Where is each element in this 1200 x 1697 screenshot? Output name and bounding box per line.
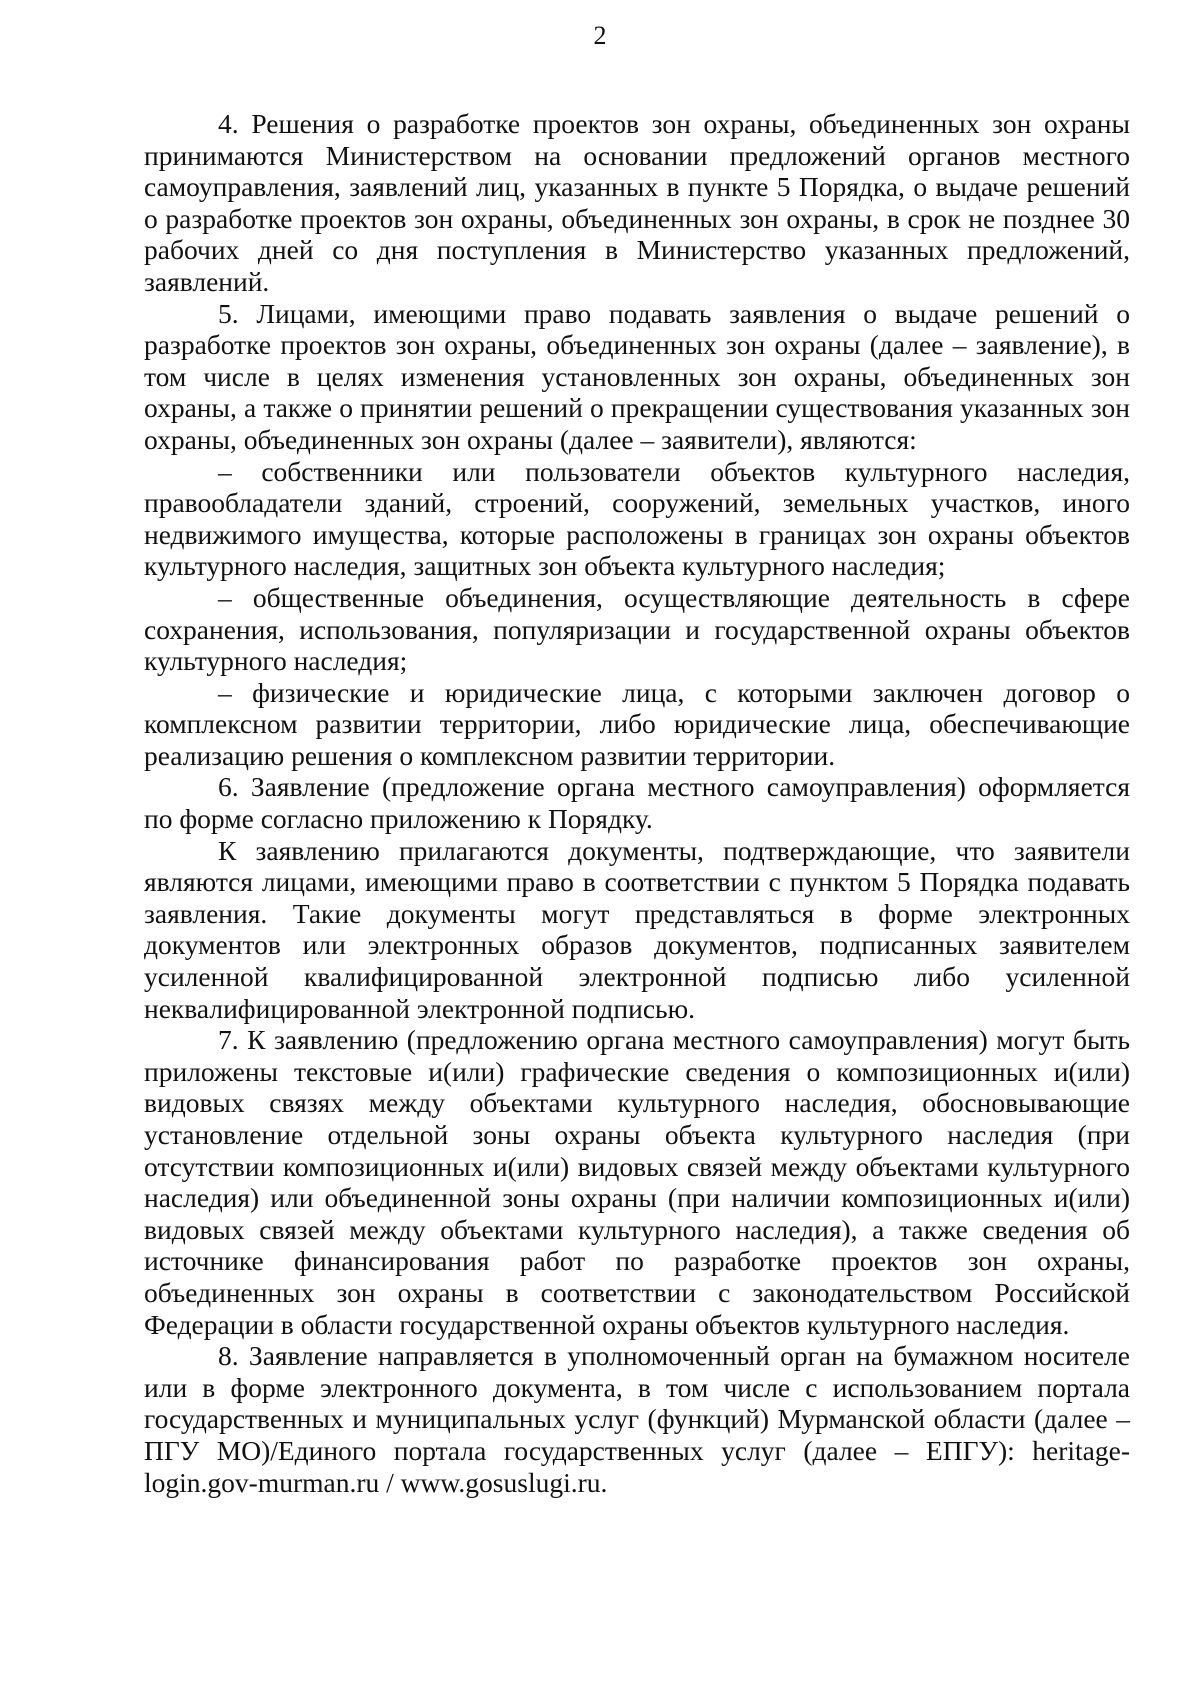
paragraph-5-item-associations: – общественные объединения, осуществляющие деятельность в сфере сохранения, использования, популяризации и государственной охраны объектов культурного наследия;: [144, 581, 1130, 677]
document-body: [144, 108, 1130, 1498]
paragraph-4: 4. Решения о разработке проектов зон охраны, объединенных зон охраны принимаются Министерством на основании предложений органов местного самоуправления, заявлений лиц, указанных в пункте 5 Порядка, о выдаче решений о разработке проектов зон охраны, объединенных зон охраны, в срок не позднее 30 рабочих дней со дня поступления в Министерство указанных предложений, заявлений.: [144, 108, 1130, 297]
paragraph-5-item-persons: – физические и юридические лица, с которыми заключен договор о комплексном развитии территории, либо юридические лица, обеспечивающие реализацию решения о комплексном развитии территории.: [144, 676, 1130, 771]
paragraph-8: 8. Заявление направляется в уполномоченный орган на бумажном носителе или в форме электронного документа, в том числе с использованием портала государственных и муниципальных услуг (функций) Мурманской области (далее – ПГУ МО)/Единого портала государственных услуг (далее – ЕПГУ): heritage-login.gov-murman.ru / www.gosuslugi.ru.: [144, 1340, 1130, 1498]
paragraph-6-attachments: К заявлению прилагаются документы, подтверждающие, что заявители являются лицами, имеющими право в соответствии с пунктом 5 Порядка подавать заявления. Такие документы могут представляться в форме электронных документов или электронных образов документов, подписанных заявителем усиленной квалифицированной электронной подписью либо усиленной неквалифицированной электронной подписью.: [144, 834, 1130, 1024]
paragraph-6: 6. Заявление (предложение органа местного самоуправления) оформляется по форме согласно приложению к Порядку.: [144, 771, 1130, 835]
paragraph-7: 7. К заявлению (предложению органа местного самоуправления) могут быть приложены текстовые и(или) графические сведения о композиционных и(или) видовых связях между объектами культурного наследия, обосновывающие установление отдельной зоны охраны объекта культурного наследия (при отсутствии композиционных и(или) видовых связей между объектами культурного наследия) или объединенной зоны охраны (при наличии композиционных и(или) видовых связей между объектами культурного наследия), а также сведения об источнике финансирования работ по разработке проектов зон охраны, объединенных зон охраны в соответствии с законодательством Российской Федерации в области государственной охраны объектов культурного наследия.: [144, 1024, 1130, 1340]
paragraph-5: 5. Лицами, имеющими право подавать заявления о выдаче решений о разработке проектов зон охраны, объединенных зон охраны (далее – заявление), в том числе в целях изменения установленных зон охраны, объединенных зон охраны, а также о принятии решений о прекращении существования указанных зон охраны, объединенных зон охраны (далее – заявители), являются:: [144, 297, 1130, 455]
page-number: 2: [593, 21, 607, 50]
paragraph-5-item-owners: – собственники или пользователи объектов культурного наследия, правообладатели зданий, строений, сооружений, земельных участков, иного недвижимого имущества, которые расположены в границах зон охраны объектов культурного наследия, защитных зон объекта культурного наследия;: [144, 455, 1130, 582]
